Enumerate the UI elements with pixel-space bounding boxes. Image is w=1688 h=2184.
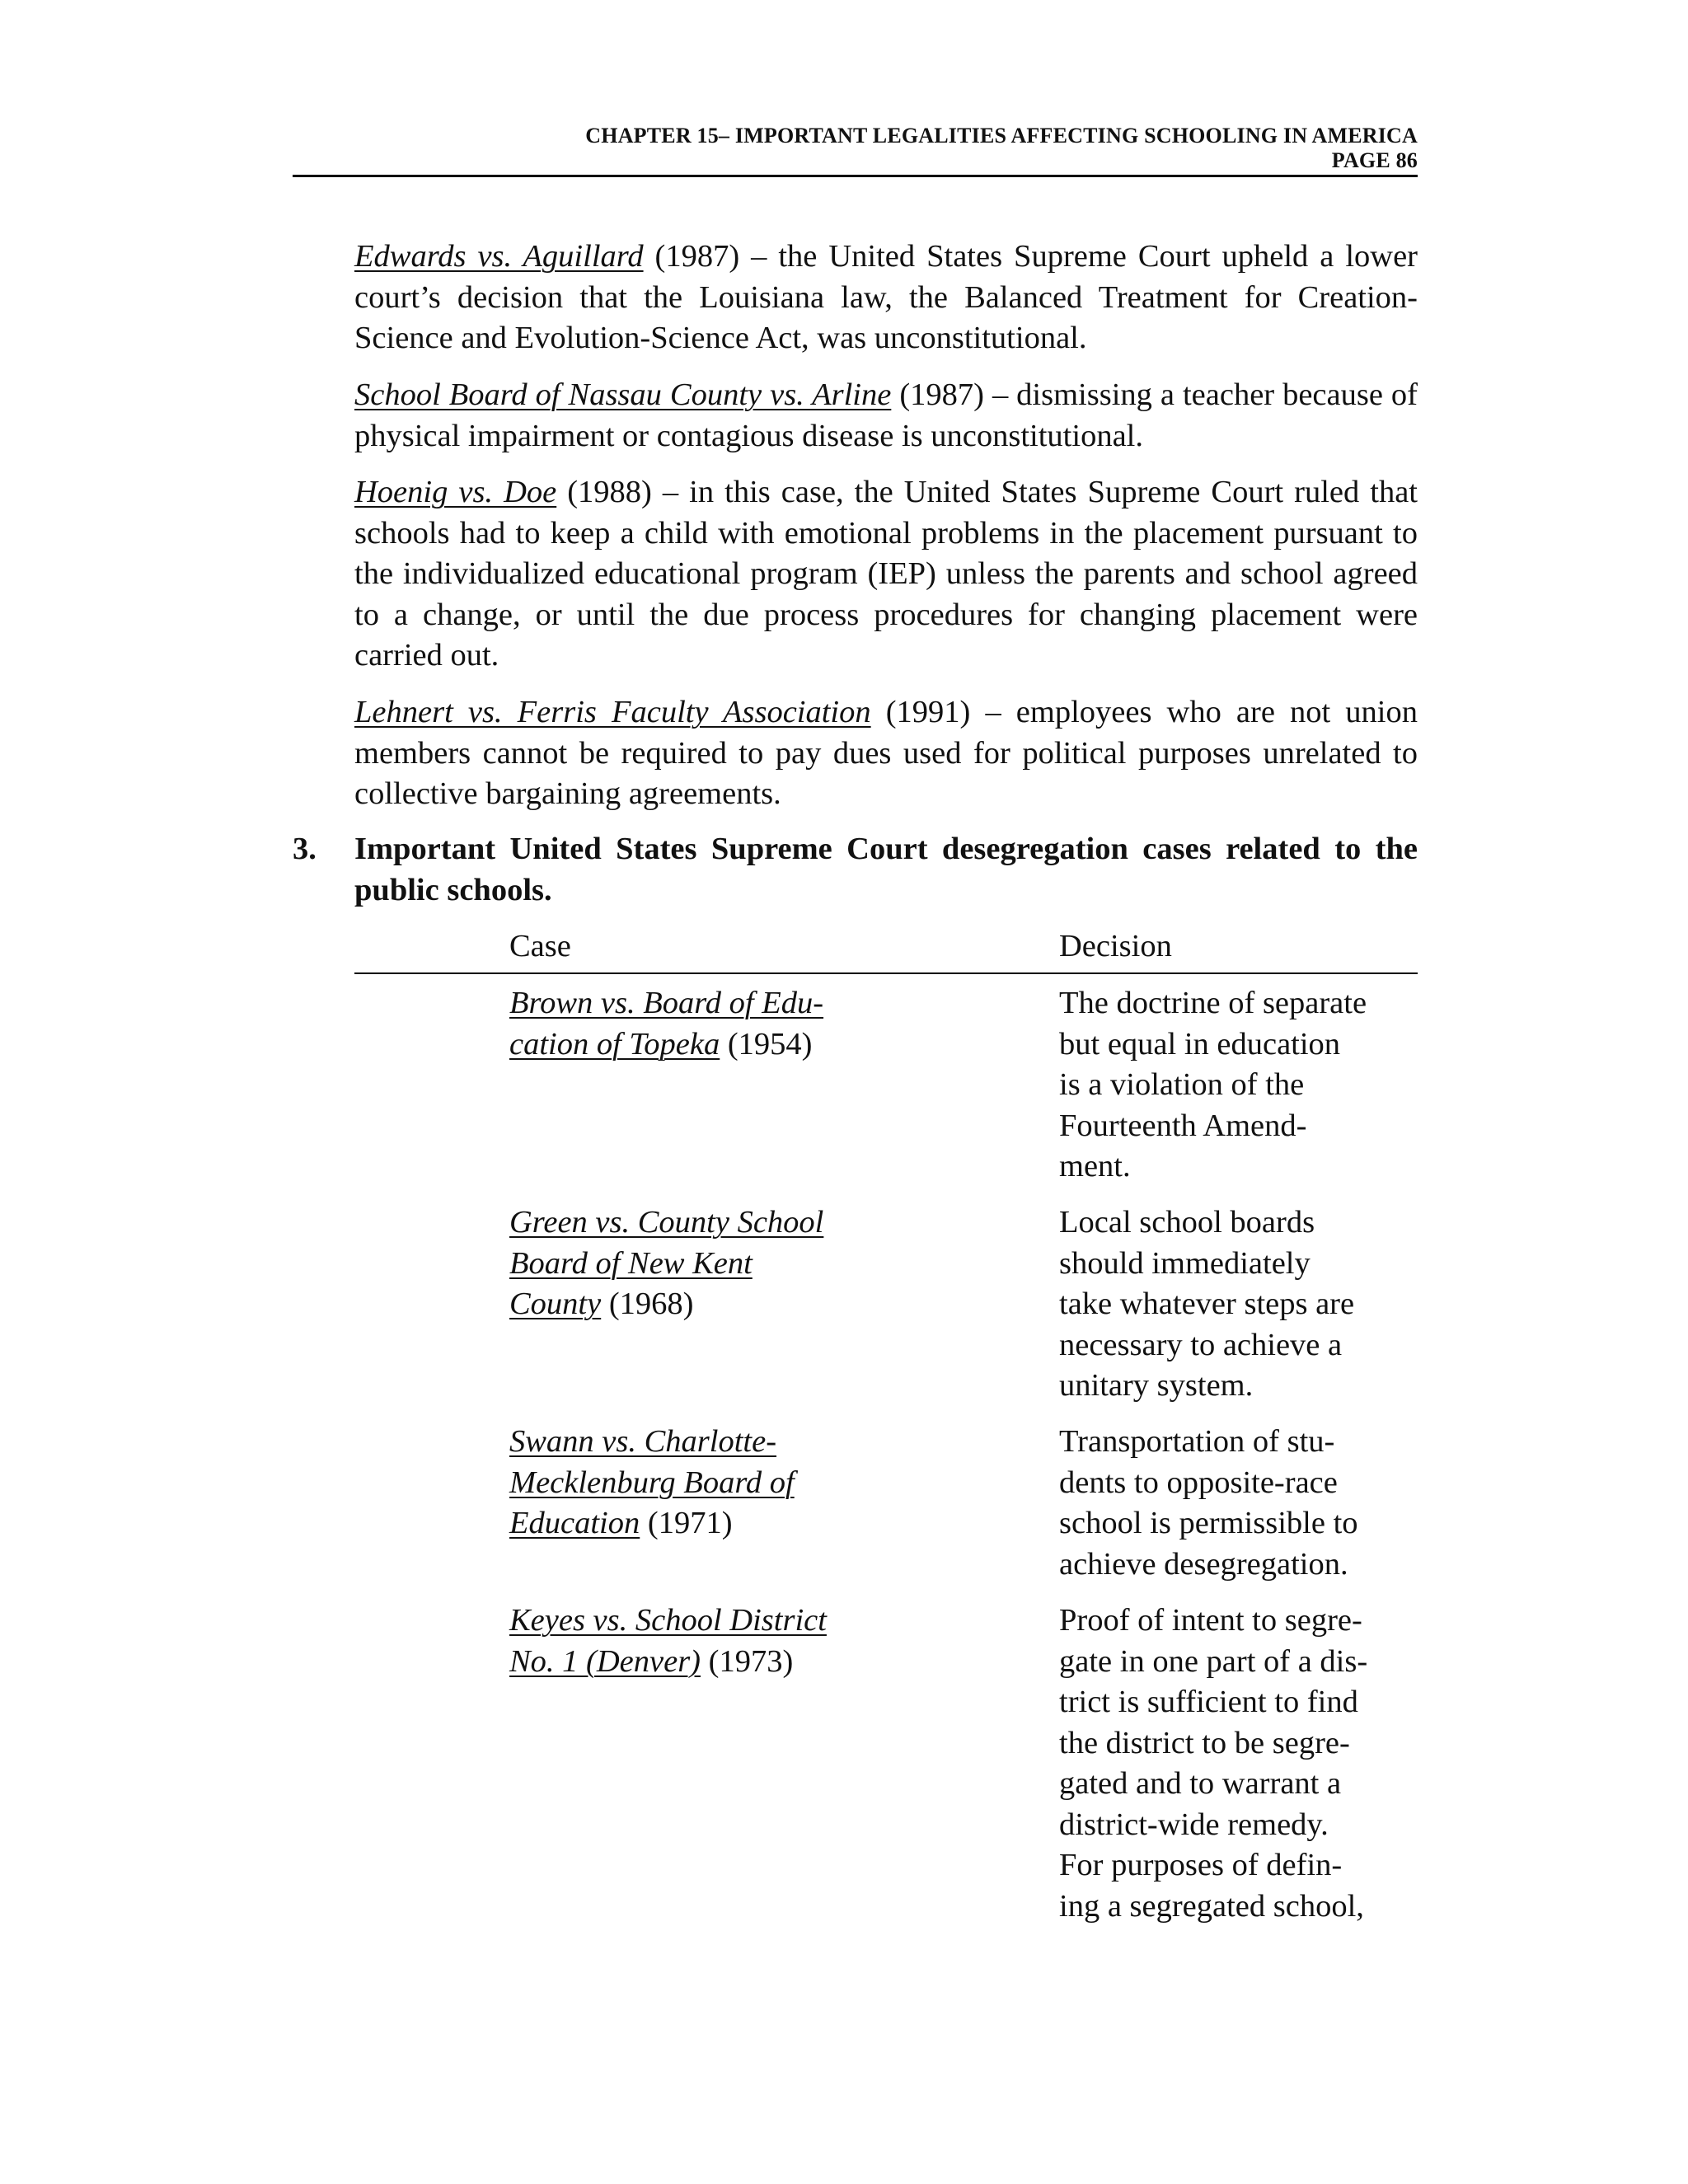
table-decision-cell: Proof of intent to segre- gate in one part of a dis- trict is sufficient to find the district to be segre- gated and to warrant a district-wide remedy. For purposes of defin- ing a segregated school,	[1059, 1603, 1368, 1924]
case-description: (1991) – employees who are not union members cannot be required to pay dues used for political purposes unrelated to collective bargaining agreements.	[354, 695, 1418, 811]
case-year: (1968)	[601, 1286, 694, 1321]
case-name: Edwards vs. Aguillard	[354, 239, 644, 274]
case-name: Brown vs. Board of Edu- cation of Topeka	[509, 986, 824, 1062]
page-header	[293, 124, 1418, 177]
case-description: (1987) – the United States Supreme Court upheld a lower court’s decision that the Louisiana law, the Balanced Treatment for Creation-Science and Evolution-Science Act, was unconstitutional.	[354, 239, 1418, 355]
case-year: (1971)	[640, 1506, 733, 1540]
table-decision-cell: Transportation of stu- dents to opposite-race school is permissible to achieve desegregation.	[1059, 1424, 1358, 1582]
case-entry	[354, 375, 1418, 457]
column-header-case: Case	[509, 929, 571, 963]
case-description: (1988) – in this case, the United States Supreme Court ruled that schools had to keep a child with emotional problems in the placement pursuant to the individualized educational program (IEP) unless the parents and school agreed to a change, or until the due process procedures for changing placement were carried out.	[354, 475, 1418, 673]
table-decision-cell: The doctrine of separate but equal in education is a violation of the Fourteenth Amend- ment.	[1059, 986, 1367, 1183]
table-case-cell	[509, 1202, 921, 1325]
case-name: Swann vs. Charlotte- Mecklenburg Board of Education	[509, 1424, 795, 1540]
case-entry	[354, 472, 1418, 677]
table-case-cell	[509, 983, 921, 1065]
case-name: Green vs. County School Board of New Kent County	[509, 1205, 824, 1321]
section-title: Important United States Supreme Court desegregation cases related to the public schools.	[354, 832, 1418, 907]
table-case-cell	[509, 1601, 921, 1682]
case-name: Lehnert vs. Ferris Faculty Association	[354, 695, 871, 729]
case-entry	[354, 692, 1418, 815]
page-number: PAGE 86	[1331, 148, 1418, 172]
table-case-cell	[509, 1422, 921, 1544]
column-header-decision: Decision	[1059, 929, 1172, 963]
case-description: (1987) – dismissing a teacher because of physical impairment or contagious disease is unconstitutional.	[354, 377, 1418, 453]
case-name: School Board of Nassau County vs. Arline	[354, 377, 892, 412]
case-year: (1973)	[701, 1643, 794, 1679]
table-header-rule	[354, 972, 1418, 974]
case-name: Keyes vs. School District No. 1 (Denver)	[509, 1603, 827, 1679]
case-year: (1954)	[720, 1026, 813, 1062]
section-number: 3.	[293, 832, 316, 866]
case-entry	[354, 237, 1418, 359]
case-name: Hoenig vs. Doe	[354, 475, 557, 509]
table-decision-cell: Local school boards should immediately take whatever steps are necessary to achieve a unitary system.	[1059, 1205, 1355, 1403]
chapter-title: CHAPTER 15– IMPORTANT LEGALITIES AFFECTING SCHOOLING IN AMERICA	[585, 124, 1418, 148]
